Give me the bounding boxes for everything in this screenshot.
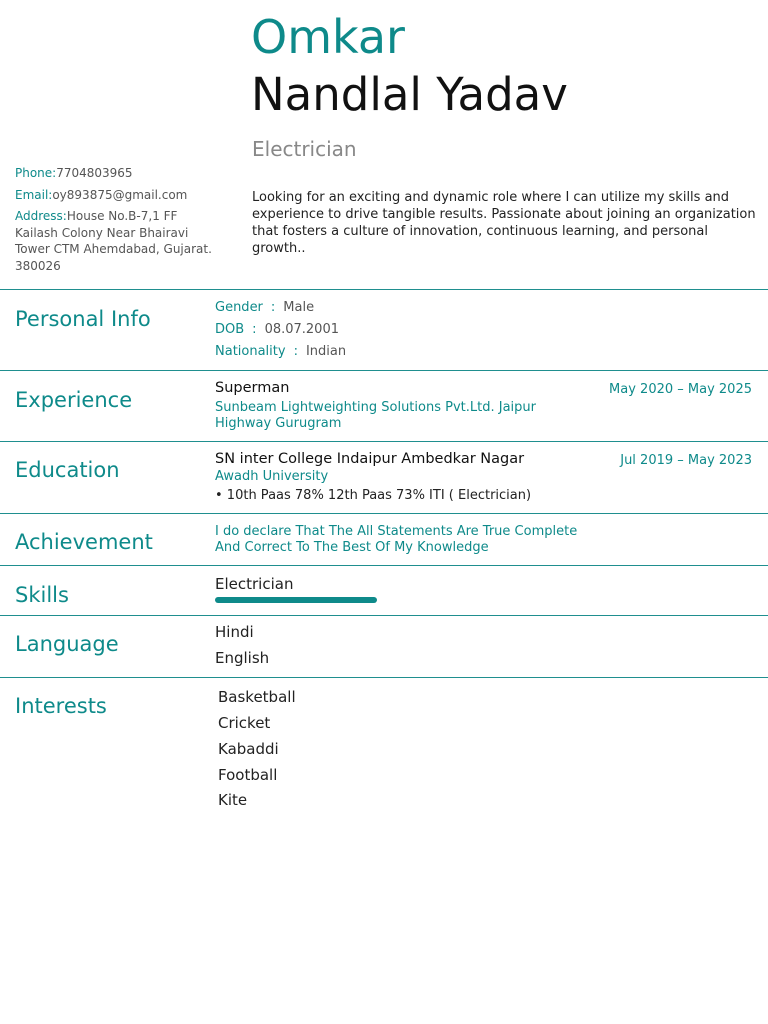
interest-item: Football (218, 766, 278, 784)
language-item: English (215, 649, 270, 667)
info-separator: : (252, 322, 257, 337)
experience-role: Superman (215, 380, 290, 396)
education-dates: Jul 2019 – May 2023 (620, 453, 752, 468)
interest-item: Kabaddi (218, 740, 279, 758)
section-title-personal-info: Personal Info (15, 307, 151, 331)
divider (0, 289, 768, 290)
education-school: SN inter College Indaipur Ambedkar Nagar (215, 451, 525, 467)
info-separator: : (270, 300, 276, 315)
contact-block (15, 165, 223, 279)
interest-item: Basketball (218, 688, 296, 706)
address-value: House No.B-7,1 FF Kailash Colony Near Bhairavi Tower CTM Ahemdabad, Gujarat. 380026 (15, 209, 212, 273)
first-name: Omkar (251, 10, 405, 64)
divider (0, 615, 768, 616)
language-item: Hindi (215, 623, 254, 641)
section-title-language: Language (15, 632, 119, 656)
section-title-experience: Experience (15, 388, 133, 412)
phone-value: 7704803965 (56, 166, 133, 180)
job-title: Electrician (252, 137, 357, 161)
address-label: Address: (15, 209, 67, 223)
info-value: Male (283, 300, 315, 315)
education-note: • 10th Paas 78% 12th Paas 73% ITI ( Electrician) (215, 488, 532, 503)
info-row-nationality (215, 343, 346, 361)
section-title-achievement: Achievement (15, 530, 153, 554)
info-key: Nationality (215, 344, 286, 359)
phone-label: Phone: (15, 166, 57, 180)
divider (0, 370, 768, 371)
info-row-dob (215, 321, 339, 339)
interest-item: Cricket (218, 714, 271, 732)
section-title-skills: Skills (15, 583, 69, 607)
info-key: DOB (215, 322, 245, 337)
achievement-text: I do declare That The All Statements Are True Complete And Correct To The Best Of My Knowledge (215, 524, 578, 555)
info-value: 08.07.2001 (264, 322, 339, 337)
info-value: Indian (305, 344, 347, 359)
contact-email (15, 187, 223, 204)
divider (0, 677, 768, 678)
experience-company: Sunbeam Lightweighting Solutions Pvt.Ltd. Jaipur Highway Gurugram (215, 400, 536, 431)
skill-bar (215, 597, 377, 603)
email-value: oy893875@gmail.com (52, 187, 188, 202)
profile-summary: Looking for an exciting and dynamic role where I can utilize my skills and experience to drive tangible results. Passionate about joining an organization that fosters a culture of innovation, continuous learning, and personal growth.. (252, 190, 756, 256)
experience-dates: May 2020 – May 2025 (609, 382, 752, 397)
education-university: Awadh University (215, 469, 329, 484)
skill-name: Electrician (215, 575, 294, 593)
last-name: Nandlal Yadav (251, 68, 568, 121)
contact-phone (15, 165, 223, 182)
info-row-gender (215, 299, 314, 317)
contact-address (15, 208, 223, 274)
email-label: Email: (15, 187, 53, 202)
divider (0, 513, 768, 514)
section-title-education: Education (15, 458, 120, 482)
info-key: Gender (215, 300, 263, 315)
info-separator: : (293, 344, 298, 359)
skill-bar-fill (215, 597, 377, 603)
divider (0, 565, 768, 566)
interest-item: Kite (218, 791, 248, 809)
section-title-interests: Interests (15, 694, 107, 718)
divider (0, 441, 768, 442)
